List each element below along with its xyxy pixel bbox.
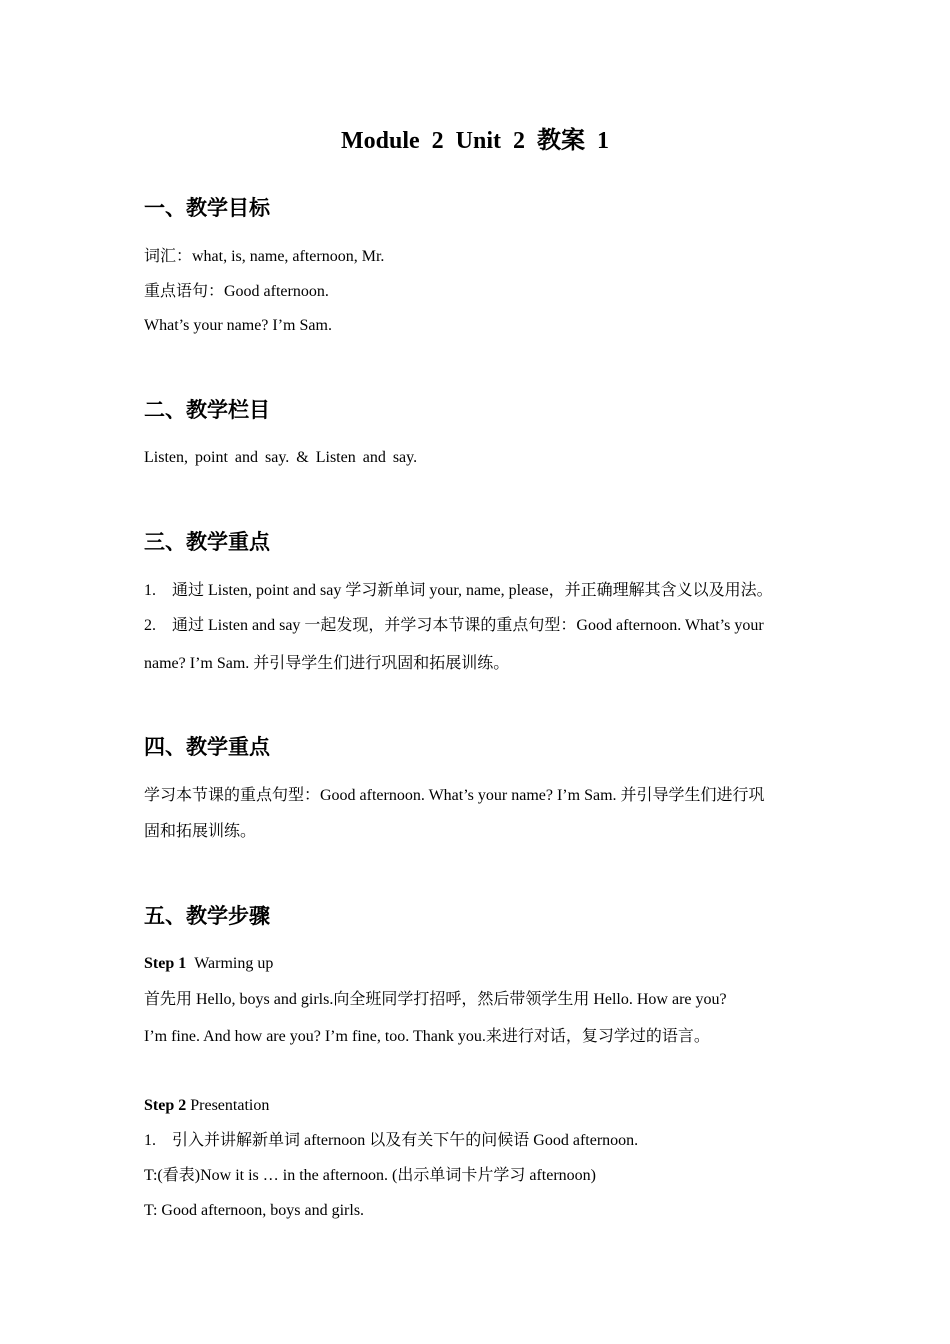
section-heading-teaching-steps: 五、教学步骤 xyxy=(144,904,270,928)
section-heading-key-points: 三、教学重点 xyxy=(144,530,270,554)
key-point-item-2 xyxy=(144,615,764,637)
step-2-teacher-line-1: T:(看表)Now it is … in the afternoon. (出示单词卡片学习 afternoon) xyxy=(144,1167,597,1184)
list-number: 2. xyxy=(144,617,156,634)
columns-line: Listen, point and say. & Listen and say. xyxy=(144,449,418,466)
step-1-line-1: 首先用 Hello, boys and girls.向全班同学打招呼，然后带领学生用 Hello. How are you? xyxy=(144,991,727,1008)
key-point-item-2-continued: name? I’m Sam. 并引导学生们进行巩固和拓展训练。 xyxy=(144,655,510,672)
section-heading-key-points-2: 四、教学重点 xyxy=(144,735,270,759)
list-text: 引入并讲解新单词 afternoon 以及有关下午的问候语 Good afternoon. xyxy=(172,1132,639,1149)
step-name: Warming up xyxy=(194,955,274,972)
step-label: Step 2 xyxy=(144,1097,187,1114)
step-2-item-1 xyxy=(144,1130,638,1152)
list-number: 1. xyxy=(144,1132,156,1149)
step-name: Presentation xyxy=(190,1097,270,1114)
document-title: Module 2 Unit 2 教案 1 xyxy=(340,128,609,154)
list-text: 通过 Listen and say 一起发现，并学习本节课的重点句型：Good afternoon. What’s your xyxy=(172,617,764,634)
step-1-title xyxy=(144,953,273,975)
key-point-item-1 xyxy=(144,580,773,602)
step-2-teacher-line-2: T: Good afternoon, boys and girls. xyxy=(144,1202,365,1219)
vocabulary-line: 词汇：what, is, name, afternoon, Mr. xyxy=(144,248,385,265)
key-sentence-paragraph-line-2: 固和拓展训练。 xyxy=(144,823,257,840)
key-sentence-line: 重点语句：Good afternoon. xyxy=(144,283,329,300)
key-sentence-line-2: What’s your name? I’m Sam. xyxy=(144,317,332,334)
step-label: Step 1 xyxy=(144,955,187,972)
key-sentence-paragraph-line-1: 学习本节课的重点句型：Good afternoon. What’s your name? I’m Sam. 并引导学生们进行巩 xyxy=(144,787,765,804)
section-heading-teaching-goals: 一、教学目标 xyxy=(144,196,270,220)
step-2-title xyxy=(144,1095,269,1117)
list-number: 1. xyxy=(144,582,156,599)
section-heading-teaching-columns: 二、教学栏目 xyxy=(144,398,270,422)
step-1-line-2: I’m fine. And how are you? I’m fine, too. Thank you.来进行对话，复习学过的语言。 xyxy=(144,1028,710,1045)
list-text: 通过 Listen, point and say 学习新单词 your, name, please，并正确理解其含义以及用法。 xyxy=(172,582,773,599)
